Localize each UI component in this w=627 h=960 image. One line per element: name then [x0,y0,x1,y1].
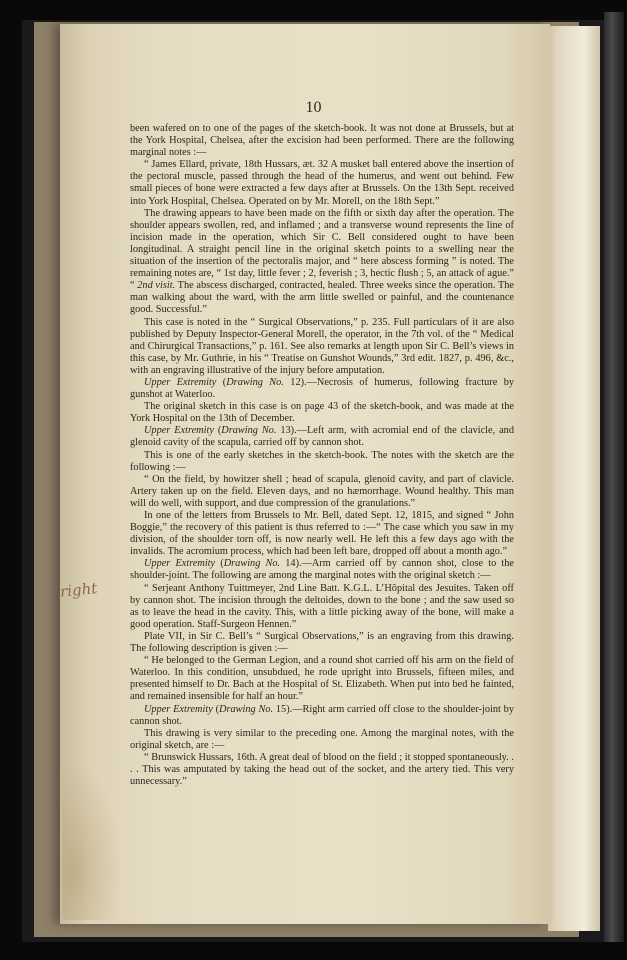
paragraph [130,377,514,401]
text-run: “ Serjeant Anthony Tuittmeyer, 2nd Line Batt. K.G.L. L’Hôpital des Jesuites. Taken off by cannon shot. The incision through the deltoides, down to the bone ; and the saw used so as to leave the head in the cavity. This, with a little picking away of the bone, will make a good operation. Staff-Surgeon Hennen.” [130,582,514,630]
body-text [130,123,514,788]
text-run: “ Brunswick Hussars, 16th. A great deal of blood on the field ; it stopped spontaneously. . . . This was amputated by taking the head out of the socket, and the artery tied. This very unnecessary.” [130,751,514,788]
text-run: This drawing is very similar to the preceding one. Among the marginal notes, with the original sketch, are :— [130,727,514,751]
text-run: ( [215,558,224,570]
italic-text: Drawing No. [221,425,277,437]
text-run: 12).—Necrosis of humerus, following fracture by gunshot at Waterloo. [130,376,515,401]
paragraph [130,317,514,377]
text-run: ( [212,703,220,715]
text-run: “ James Ellard, private, 18th Hussars, æt. 32 A musket ball entered above the insertion of the pectoral muscle, passed through the head of the humerus, and went out behind. Few small pieces of bone were extracted a few days after at Brussels. On the 13th Sept. received into York Hospital, Chelsea. Operated on by Mr. Morell, on the 18th Sept.” [130,159,514,207]
text-run: The abscess discharged, contracted, healed. Three weeks since the operation. The man walking about the ward, with the arm little swelled or painful, and the countenance good. Successful.” [130,280,514,316]
paragraph [130,704,514,728]
paragraph [130,401,514,425]
text-run: The drawing appears to have been made on the fifth or sixth day after the operation. The shoulder appears swollen, red, and inflamed ; and a transverse wound represents the line of incision made in the operation, which Sir C. Bell considered ought to have been longitudinal. A straight pencil line in the original sketch points to a swelling near the situation of the insertion of the pectoralis major, and “ here abscess forming ” is noted. The remaining notes are, “ 1st day, little fever ; 2, feverish ; 3, hectic flush ; 5, an attack of ague.” “ [130,207,514,292]
book-spine-edge [604,12,624,942]
paragraph [130,752,514,788]
handwritten-margin-note: right [59,579,99,601]
paragraph [130,510,514,558]
italic-text: 2nd visit. [137,280,176,292]
facing-page-edge [548,26,600,931]
paragraph [130,583,514,631]
paragraph [130,159,514,207]
text-run: This case is noted in the “ Surgical Observations,” p. 235. Full particulars of it are also published by Deputy Inspector-General Morell, the operator, in the 7th vol. of the “ Medical and Chirurgical Transactions,” p. 161. See also remarks at length upon Sir C. Bell’s views in this case, by Mr. Guthrie, in his “ Treatise on Gunshot Wounds,” 3rd edit. 1827, p. 496, &c., with an engraving illustrative of the injury before amputation. [130,316,514,376]
page-number: 10 [305,99,322,116]
italic-text: Upper Extremity [144,558,216,570]
italic-text: Upper Extremity [144,376,217,388]
italic-text: Drawing No. [219,703,274,715]
text-run: been wafered on to one of the pages of the sketch-book. It was not done at Brussels, but at the York Hospital, Chelsea, after the excision had been performed. There are the following marginal notes :— [130,123,514,159]
italic-text: Drawing No. [223,558,281,570]
italic-text: Upper Extremity [144,425,214,437]
paragraph [130,208,514,317]
italic-text: Upper Extremity [144,703,213,715]
paragraph [130,474,514,510]
paragraph [130,425,514,449]
text-run: “ On the field, by howitzer shell ; head of scapula, glenoid cavity, and part of clavicle. Artery taken up on the field. Eleven days, and no hæmorrhage. Wound healthy. This man will do well, with support, and due compression of the granulations.” [130,473,514,509]
text-run: This is one of the early sketches in the sketch-book. The notes with the sketch are the following :— [130,449,514,473]
paragraph [130,631,514,655]
text-run: 13).—Left arm, with acromial end of the clavicle, and glenoid cavity of the scapula, carried off by cannon shot. [130,425,514,449]
text-run: 15).—Right arm carried off close to the shoulder-joint by cannon shot. [130,703,514,727]
text-run: ( [216,376,227,388]
paragraph [130,728,514,752]
page-stain [62,760,122,920]
paragraph [130,655,514,703]
text-run: 14).—Arm carried off by cannon shot, close to the shoulder-joint. The following are among the marginal notes with the original sketch :— [130,558,514,582]
text-run: The original sketch in this case is on page 43 of the sketch-book, and was made at the York Hospital on the 13th of December. [130,401,514,425]
paragraph [130,558,514,582]
paragraph [130,450,514,474]
text-run: “ He belonged to the German Legion, and a round shot carried off his arm on the field of Waterloo. In this condition, unsubdued, he rode upright into Brussels, fifteen miles, and presented himself to Dr. Bach at the Hospital of St. Elizabeth. When put into bed he fainted, and remained insensible for half an hour.” [130,655,514,703]
text-run: ( [213,425,222,437]
text-run: Plate VII, in Sir C. Bell’s “ Surgical Observations,” is an engraving from this drawing. The following description is given :— [130,630,514,655]
italic-text: Drawing No. [226,376,284,388]
paragraph [130,123,514,159]
text-run: In one of the letters from Brussels to Mr. Bell, dated Sept. 12, 1815, and signed “ John Boggie,” the recovery of this patient is thus referred to :—“ The case which you saw in my division, of the shoulder torn off, is now nearly well. He left this a few days ago with the invalids. The acromium process, which had been left bare, dropped off about a month ago.” [130,510,514,558]
